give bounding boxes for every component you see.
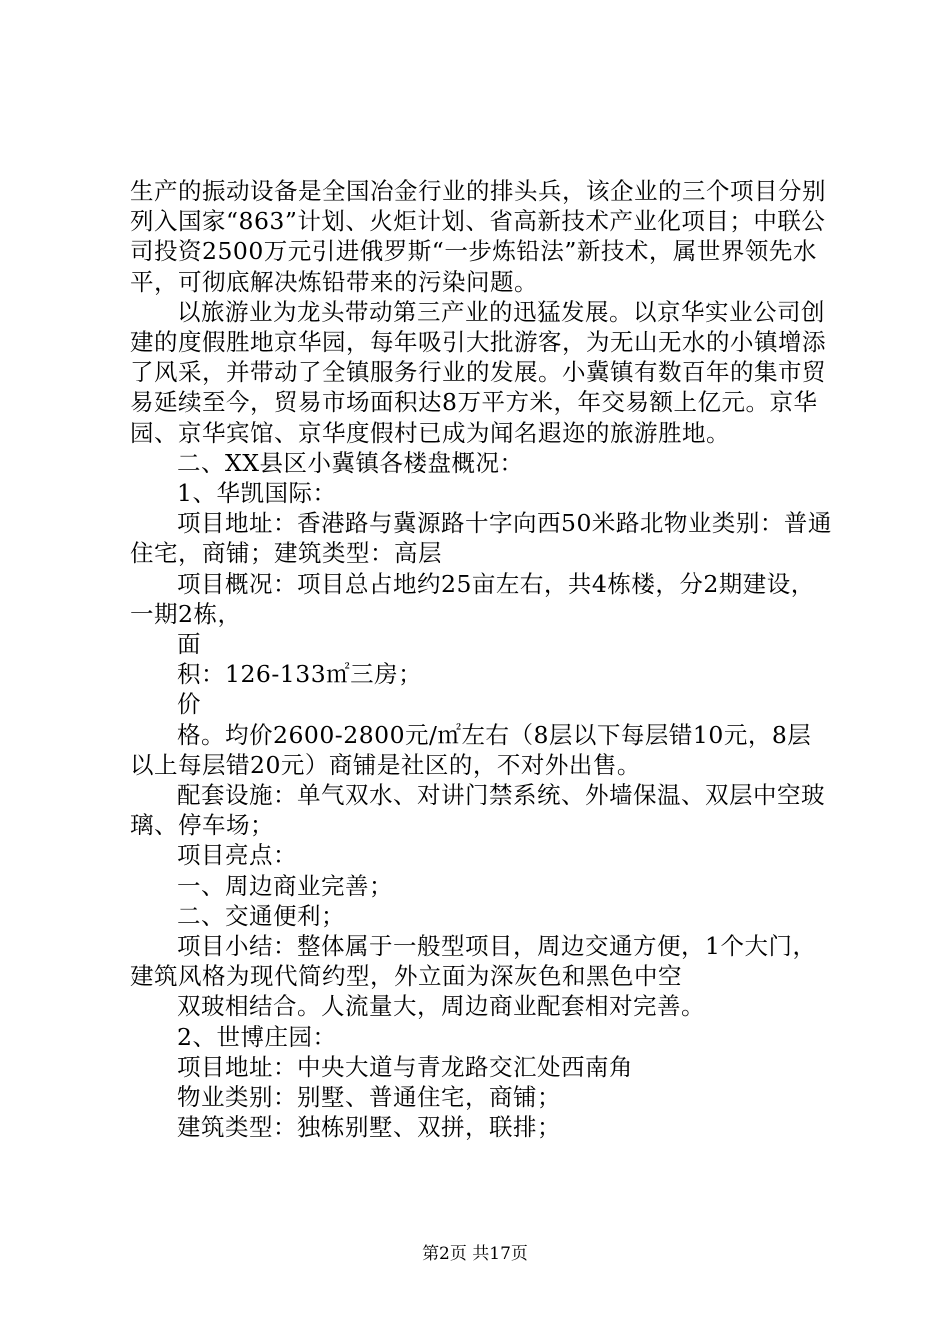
list-item: 二、交通便利； [177,901,345,930]
paragraph: 面 [177,630,201,659]
paragraph: 物业类别：别墅、普通住宅，商铺； [177,1083,561,1112]
paragraph: 配套设施：单气双水、对讲门禁系统、外墙保温、双层中空玻璃、停车场； [130,781,825,840]
paragraph: 项目地址：中央大道与青龙路交汇处西南角 [177,1052,633,1081]
body-text [130,176,835,1143]
list-item: 一、周边商业完善； [177,871,393,900]
paragraph: 以旅游业为龙头带动第三产业的迅猛发展。以京华实业公司创建的度假胜地京华园，每年吸引大批游客，为无山无水的小镇增添了风采，并带动了全镇服务行业的发展。小冀镇有数百年的集市贸易延续至今，贸易市场面积达8万平方米，年交易额上亿元。京华园、京华宾馆、京华度假村已成为闻名遐迩的旅游胜地。 [130,297,826,447]
section-heading: 二、XX县区小冀镇各楼盘概况： [177,448,524,477]
paragraph: 项目小结：整体属于一般型项目，周边交通方便，1个大门，建筑风格为现代简约型，外立面为深灰色和黑色中空 [130,932,817,991]
subsection-heading: 2、世博庄园： [177,1022,337,1051]
paragraph: 双玻相结合。人流量大，周边商业配套相对完善。 [177,992,705,1021]
paragraph: 生产的振动设备是全国冶金行业的排头兵，该企业的三个项目分别列入国家“863”计划、火炬计划、省高新技术产业化项目；中联公司投资2500万元引进俄罗斯“一步炼铅法”新技术，属世界领先水平，可彻底解决炼铅带来的污染问题。 [130,177,826,296]
paragraph: 积：126-133㎡三房； [177,660,423,689]
page-footer: 第2页 共17页 [422,1244,528,1264]
subsection-heading: 1、华凯国际： [177,479,337,508]
paragraph: 格。均价2600-2800元/㎡左右（8层以下每层错10元，8层以上每层错20元）商铺是社区的，不对外出售。 [130,720,812,779]
paragraph: 价 [177,690,201,719]
paragraph: 建筑类型：独栋别墅、双拼，联排； [177,1113,561,1142]
paragraph: 项目地址：香港路与冀源路十字向西50米路北物业类别：普通住宅，商铺；建筑类型：高层 [130,509,832,568]
paragraph: 项目亮点： [177,841,297,870]
paragraph: 项目概况：项目总占地约25亩左右，共4栋楼，分2期建设，一期2栋， [130,569,815,628]
